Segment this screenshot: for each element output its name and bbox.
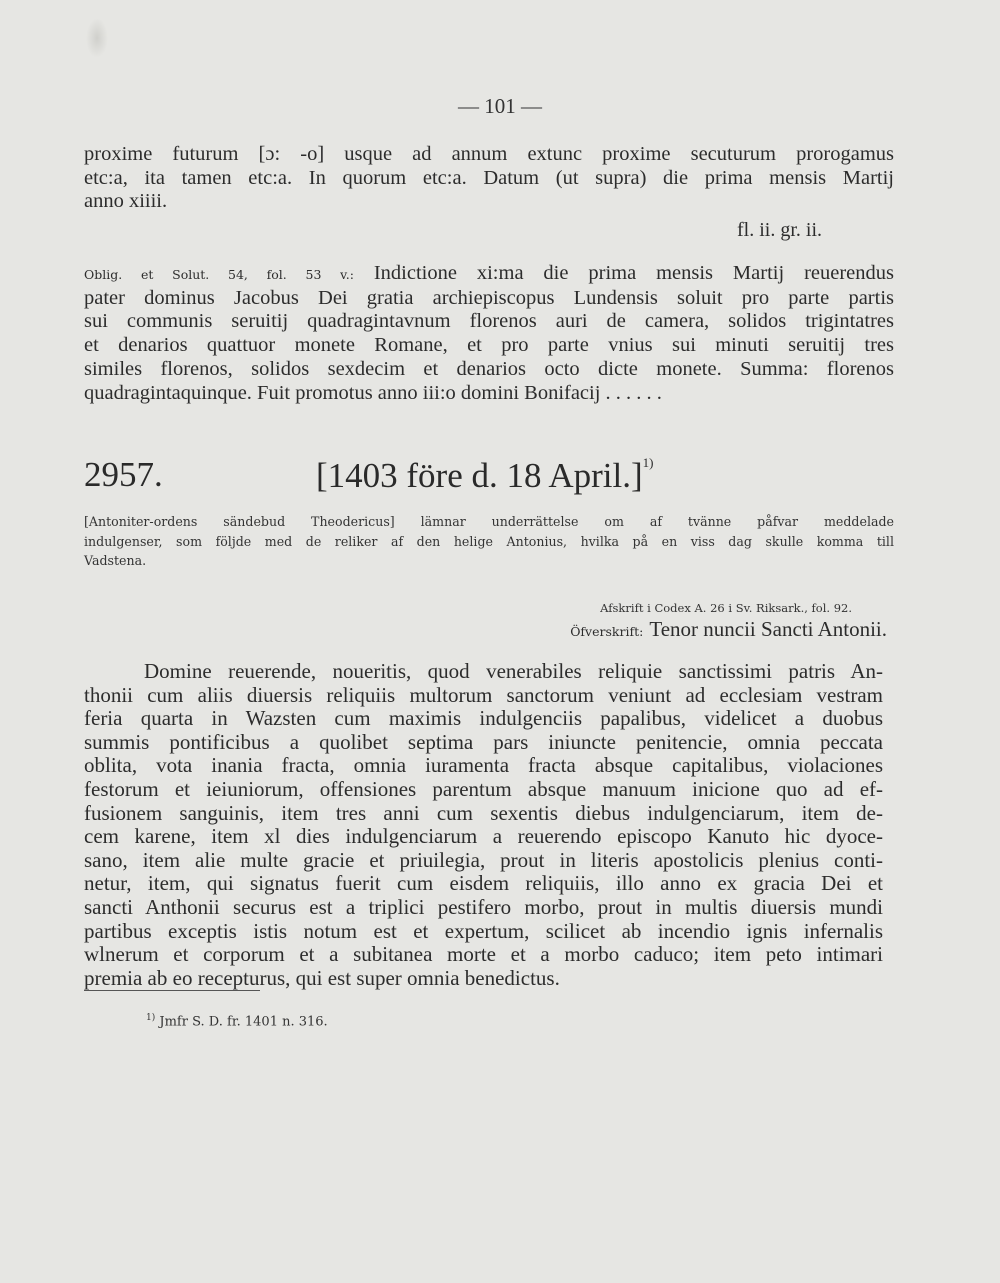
- text-line: quadragintaquinque. Fuit promotus anno iii:o domini Bonifacij . . . . . .: [84, 381, 662, 404]
- summary-line: indulgenser, som följde med de reliker af den helige Antonius, hvilka på en viss dag skulle komma till: [84, 533, 894, 549]
- summary-line: Vadstena.: [84, 553, 147, 569]
- body-line: oblita, vota inania fracta, omnia iuramenta fracta absque capitalibus, violaciones: [84, 753, 883, 778]
- oblig-reference: Oblig. et Solut. 54, fol. 53 v.:: [84, 267, 354, 282]
- text-line: proxime futurum [ɔ: -o] usque ad annum extunc proxime secuturum prorogamus: [84, 143, 894, 165]
- entry-date-text: [1403 före d. 18 April.]: [316, 456, 643, 495]
- text-line: sui communis seruitij quadragintavnum florenos auri de camera, solidos trigintatres: [84, 310, 894, 333]
- footnote-marker: 1): [642, 455, 654, 470]
- text-line: anno xiiii.: [84, 190, 168, 213]
- text-line: pater dominus Jacobus Dei gratia archiepiscopus Lundensis soluit pro parte partis: [84, 286, 894, 309]
- body-line: sancti Anthonii securus est a triplici pestifero morbo, prout in multis diuersis mundi: [84, 894, 883, 919]
- text-line: et denarios quattuor monete Romane, et pro parte vnius sui minuti seruitij tres: [84, 334, 894, 357]
- footnote: [146, 1013, 328, 1029]
- previous-entry-text: [84, 143, 894, 214]
- body-line: sano, item alie multe gracie et priuilegia, prout in literis apostolicis plenius conti-: [84, 847, 883, 872]
- text-segment: Indictione xi:ma die prima mensis Martij reuerendus: [373, 262, 895, 284]
- heading-text: Tenor nuncii Sancti Antonii.: [649, 617, 887, 641]
- letter-body: [84, 660, 883, 990]
- amount-line: fl. ii. gr. ii.: [737, 219, 822, 241]
- body-line: fusionem sanguinis, item tres anni cum sexentis diebus indulgenciarum, item de-: [84, 800, 883, 825]
- document-heading: [570, 617, 887, 642]
- body-line: netur, item, qui signatus fuerit cum eisdem reliquiis, illo anno ex gracia Dei et: [84, 871, 883, 896]
- body-line: feria quarta in Wazsten cum maximis indulgenciis papalibus, videlicet a duobus: [84, 706, 883, 731]
- summary-line: [Antoniter-ordens sändebud Theodericus] lämnar underrättelse om af tvänne påfvar meddelade: [84, 514, 894, 529]
- entry-date: [316, 455, 653, 496]
- body-line: partibus exceptis istis notum est et expertum, scilicet ab incendio ignis infernalis: [84, 918, 883, 943]
- obligation-paragraph: [84, 262, 894, 405]
- text-line: [84, 262, 894, 287]
- text-line: etc:a, ita tamen etc:a. In quorum etc:a. Datum (ut supra) die prima mensis Martij: [84, 166, 894, 189]
- body-line: thonii cum aliis diuersis reliquiis multorum sanctorum veniunt ad ecclesiam vestram: [84, 682, 883, 707]
- body-line: Domine reuerende, noueritis, quod venerabiles reliquie sanctissimi patris An-: [144, 659, 883, 683]
- body-line: premia ab eo recepturus, qui est super omnia benedictus.: [84, 965, 560, 990]
- text-line: similes florenos, solidos sexdecim et denarios octo dicte monete. Summa: florenos: [84, 357, 894, 380]
- page-number: — 101 —: [458, 94, 542, 118]
- body-line: cem karene, item xl dies indulgenciarum a reuerendo episcopo Kanuto hic dyoce-: [84, 824, 883, 849]
- bleed-through-smudge: [86, 18, 108, 58]
- heading-label: Öfverskrift:: [570, 624, 644, 639]
- footnote-divider: [84, 990, 260, 991]
- footnote-text: Jmfr S. D. fr. 1401 n. 316.: [159, 1014, 328, 1030]
- entry-number: 2957.: [84, 455, 163, 494]
- footnote-mark: 1): [146, 1013, 156, 1023]
- body-line: summis pontificibus a quolibet septima pars iniuncte penitencie, omnia peccata: [84, 729, 883, 754]
- source-citation: Afskrift i Codex A. 26 i Sv. Riksark., fol. 92.: [600, 601, 852, 615]
- entry-summary: [84, 512, 894, 571]
- body-line: festorum et ieiuniorum, offensiones parentum absque manuum inicione quo ad ef-: [84, 776, 883, 801]
- body-line: wlnerum et corporum et a subitanea morte et a morbo caduco; item peto intimari: [84, 942, 883, 967]
